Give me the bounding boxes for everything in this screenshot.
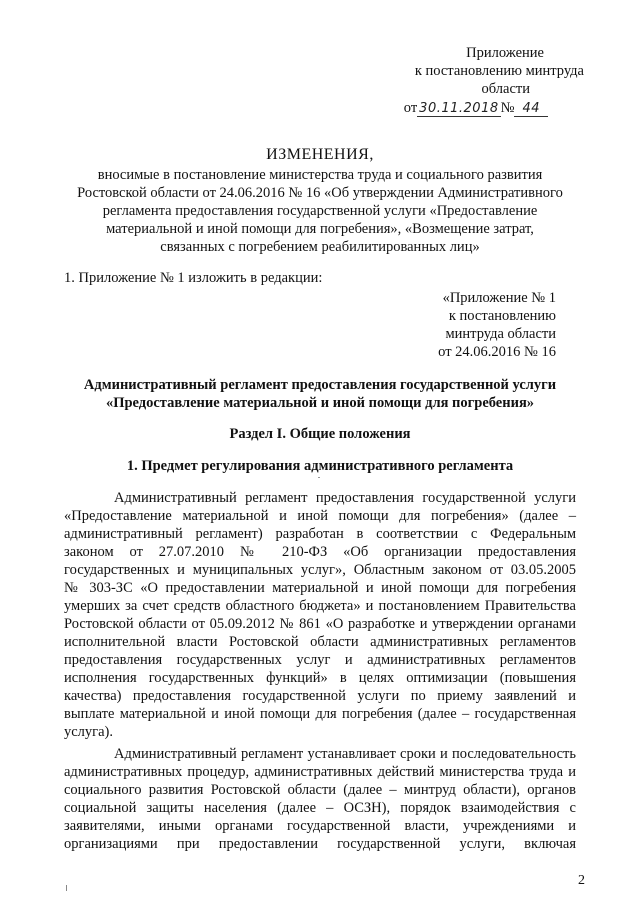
para1-line-10: предоставления государственных услуг и административных регламентов	[64, 652, 576, 668]
para1-line-11: исполнения государственных функций» в целях оптимизации (повышения	[64, 670, 576, 686]
para2-line-1: Административный регламент устанавливает сроки и последовательность	[114, 746, 576, 762]
section-title: Раздел I. Общие положения	[229, 426, 411, 442]
para2-line-3: социального развития Ростовской области (далее – минтруд области), органов	[64, 782, 576, 798]
regulation-title-line-2: «Предоставление материальной и иной помощи для погребения»	[105, 395, 535, 411]
sub-appendix-line-4: от 24.06.2016 № 16	[438, 344, 556, 360]
title-line-5: связанных с погребением реабилитированных лиц»	[160, 239, 480, 255]
appendix-line-3: области	[481, 81, 530, 97]
title-line-2: Ростовской области от 24.06.2016 № 16 «Об утверждении Административного	[77, 185, 563, 201]
para2-line-5: заявителями, иными органами государственной власти, учреждениями и	[64, 818, 576, 834]
changes-heading: ИЗМЕНЕНИЯ,	[266, 146, 374, 163]
para1-line-7: умерших за счет средств областного бюджета» и постановлением Правительства	[64, 598, 576, 614]
para1-line-13: выплате материальной и иной помощи для погребения (далее – государственная	[64, 706, 576, 722]
sub-appendix-line-2: к постановлению	[448, 308, 556, 324]
title-line-3: регламента предоставления государственной услуги «Предоставление	[102, 203, 538, 219]
date-prefix: от	[403, 100, 418, 116]
para1-line-3: административный регламент) разработан в соответствии с Федеральным	[64, 526, 576, 542]
sub-appendix-line-1: «Приложение № 1	[442, 290, 556, 306]
handwritten-number: 44	[514, 101, 548, 117]
appendix-date-line	[404, 99, 548, 118]
page-number: 2	[578, 873, 585, 888]
number-prefix: №	[500, 100, 515, 116]
para1-line-8: Ростовской области от 05.09.2012 № 861 «О разработке и утверждении органами	[64, 616, 576, 632]
scan-dot	[318, 477, 320, 478]
para1-line-6: № 303-ЗС «О предоставлении материальной и иной помощи для погребения	[64, 580, 576, 596]
para1-line-2: «Предоставление материальной и иной помощи для погребения» (далее –	[64, 508, 576, 524]
scan-mark	[66, 885, 67, 891]
title-line-1: вносимые в постановление министерства труда и социального развития	[97, 167, 543, 183]
para1-line-12: качества) предоставления государственной услуги по приему заявлений и	[64, 688, 576, 704]
item-1: 1. Приложение № 1 изложить в редакции:	[64, 270, 323, 286]
para1-line-4: законом от 27.07.2010 № 210-ФЗ «Об организации предоставления	[64, 544, 576, 560]
para2-line-6: организациями при предоставлении государственной услуги, включая	[64, 836, 576, 852]
para1-line-9: исполнительной власти Ростовской области административных регламентов	[64, 634, 576, 650]
para1-line-14: услуга).	[64, 724, 114, 740]
sub-appendix-line-3: минтруда области	[445, 326, 556, 342]
subsection-title: 1. Предмет регулирования административного регламента	[126, 458, 514, 474]
appendix-line-2: к постановлению минтруда	[414, 63, 584, 79]
regulation-title-line-1: Административный регламент предоставления государственной услуги	[83, 377, 557, 393]
para1-line-5: государственных и муниципальных услуг», Областным законом от 03.05.2005	[64, 562, 576, 578]
para1-line-1: Административный регламент предоставления государственной услуги	[114, 490, 576, 506]
handwritten-date: 30.11.2018	[419, 101, 499, 116]
para2-line-2: административных процедур, административных действий министерства труда и	[64, 764, 576, 780]
appendix-line-1: Приложение	[466, 45, 544, 61]
title-line-4: материальной и иной помощи для погребения», «Возмещение затрат,	[106, 221, 534, 237]
para2-line-4: социальной защиты населения (далее – ОСЗН), порядок взаимодействия с	[64, 800, 576, 816]
